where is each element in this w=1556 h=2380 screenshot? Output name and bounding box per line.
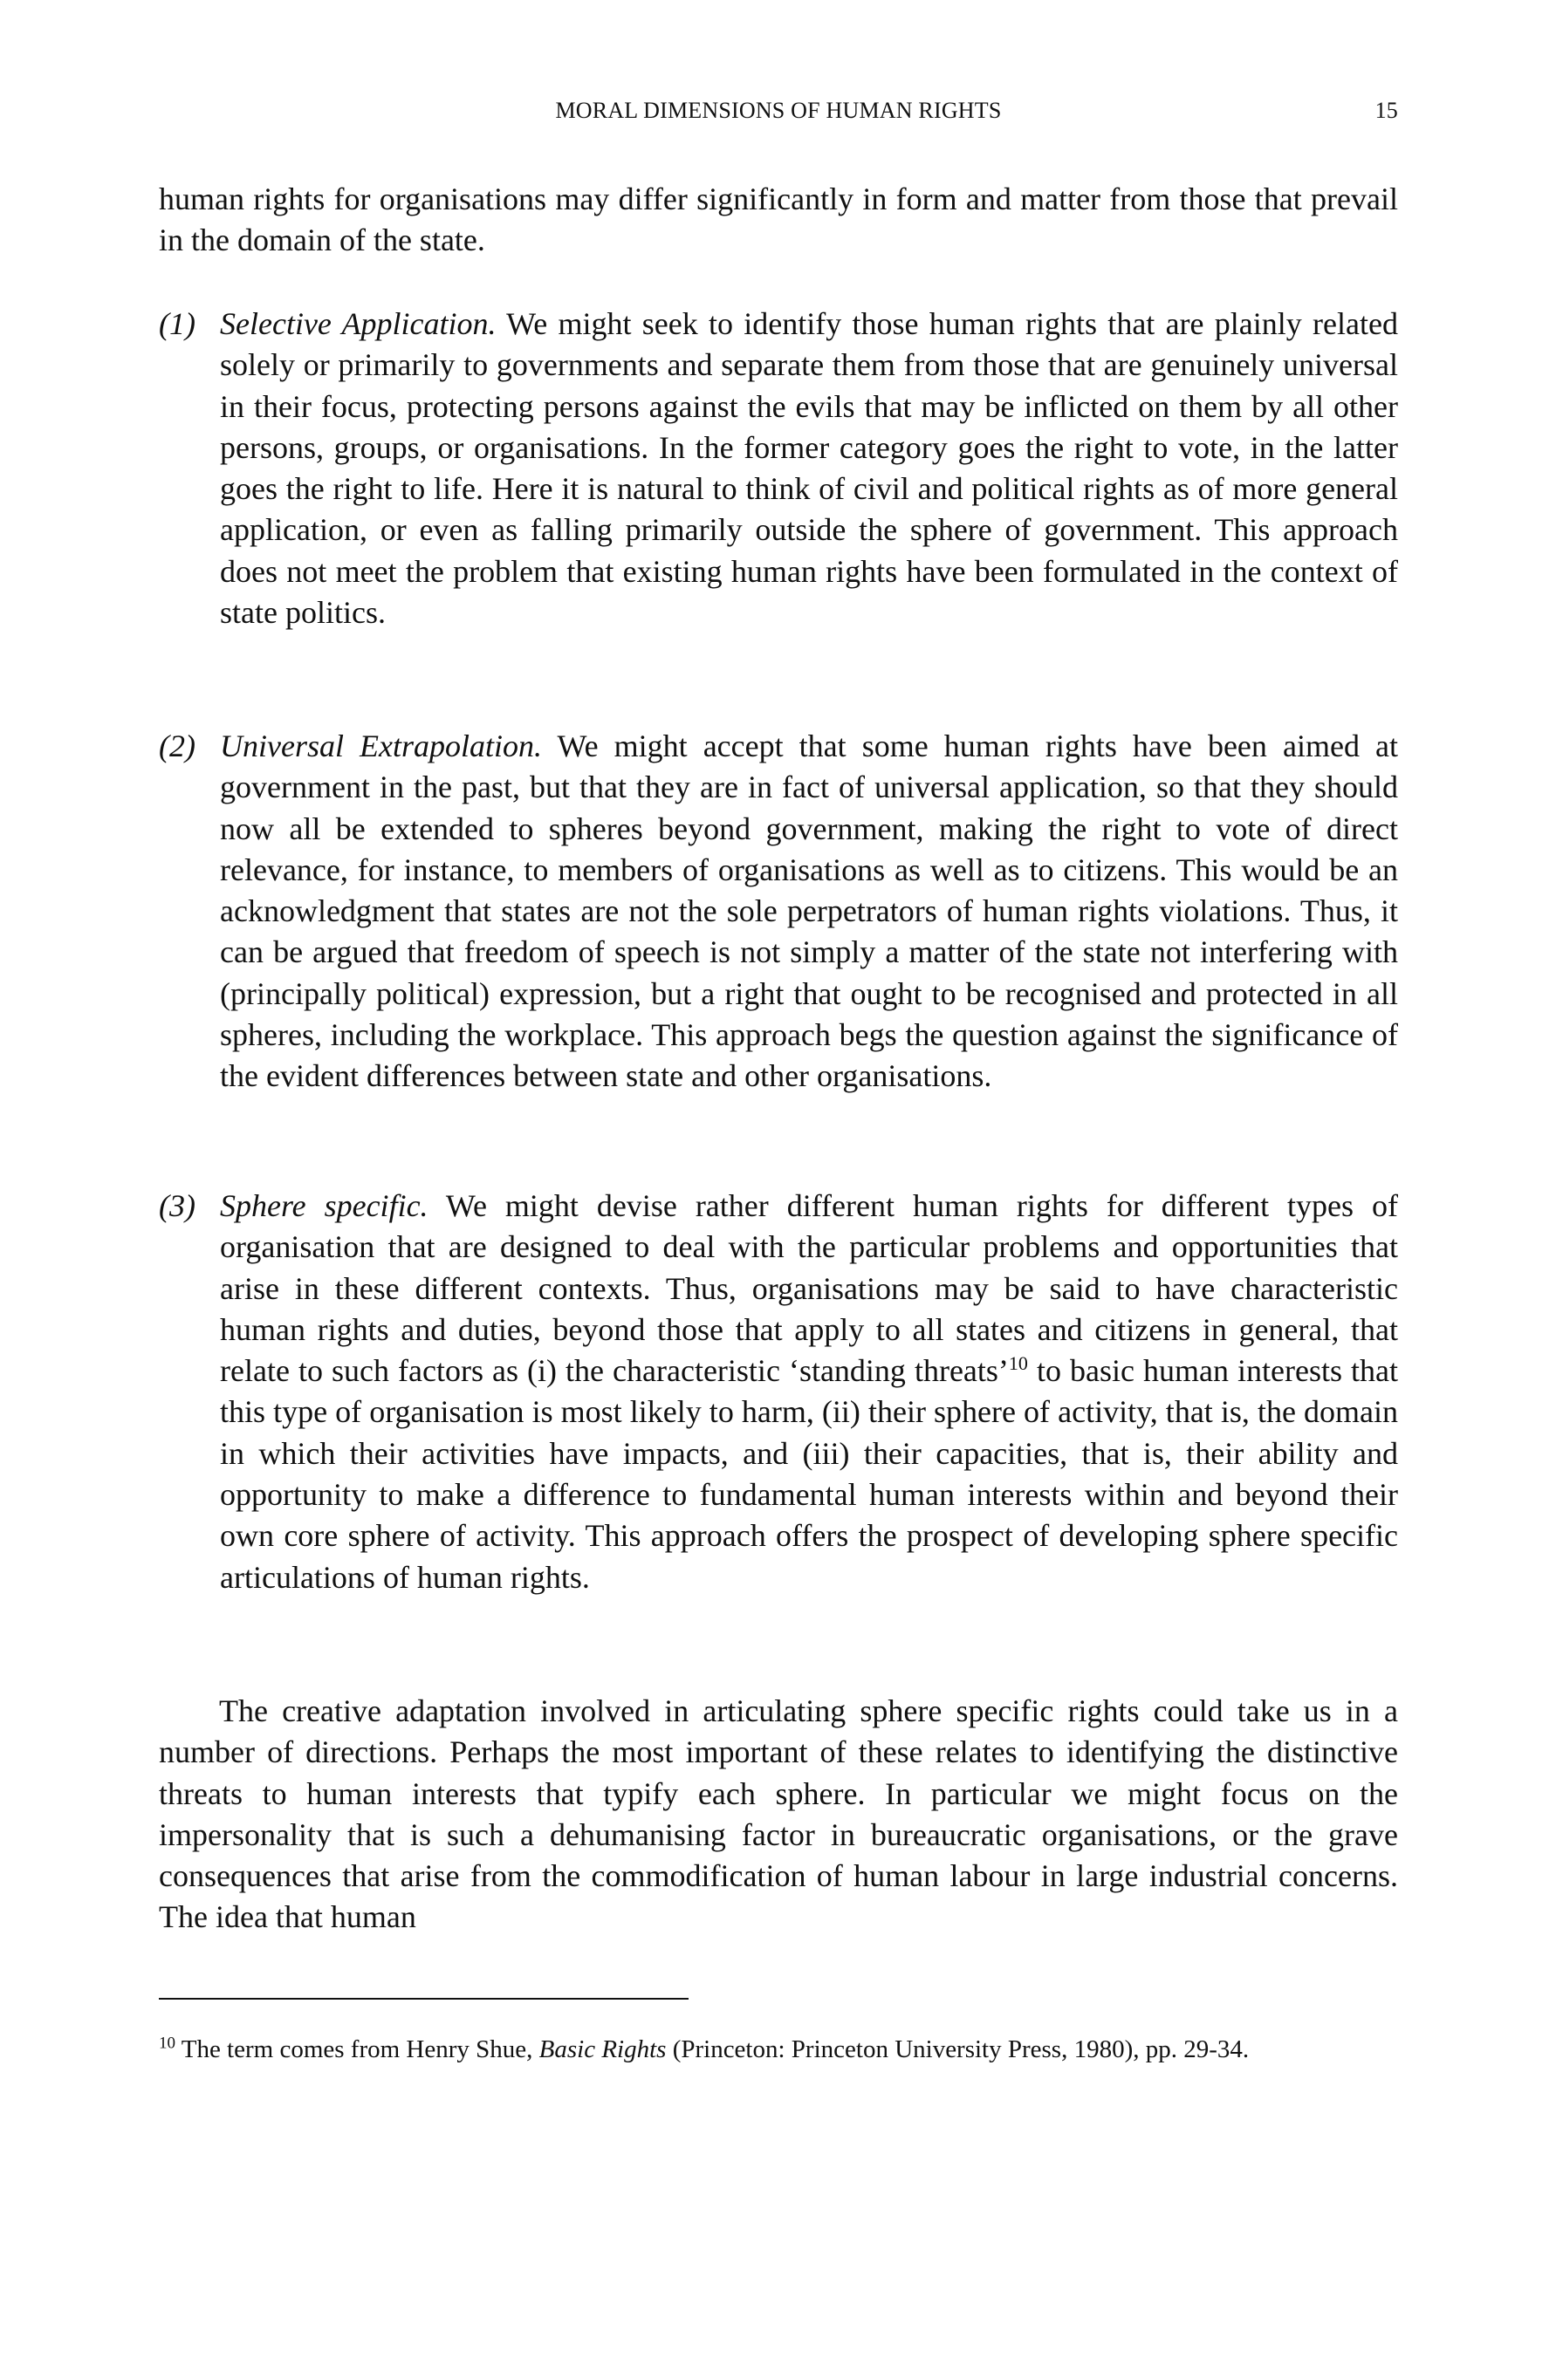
page-number: 15	[1374, 98, 1398, 123]
footnote	[159, 2032, 1398, 2067]
running-title: MORAL DIMENSIONS OF HUMAN RIGHTS	[555, 98, 1002, 123]
footnote-citation: (Princeton: Princeton University Press, 1980), pp. 29-34.	[666, 2035, 1250, 2063]
item-number: (3)	[159, 1188, 195, 1223]
running-head	[159, 98, 1398, 133]
item-text: We might accept that some human rights have been aimed at government in the past, but that they are in fact of universal application, so that they should now all be extended to spheres beyond government, making the right to vote of direct relevance, for instance, to members of organisations as well as to citizens. This would be an acknowledgment that states are not the sole perpetrators of human rights violations. Thus, it can be argued that freedom of speech is not simply a matter of the state not interfering with (principally political) expression, but a right that ought to be recognised and protected in all spheres, including the workplace. This approach begs the question against the significance of the evident differences between state and other organisations.	[220, 728, 1398, 1094]
footnote-divider	[159, 1998, 689, 2000]
item-number: (2)	[159, 728, 195, 763]
item-body	[220, 304, 1398, 633]
item-title: Sphere specific.	[220, 1188, 428, 1223]
item-body	[220, 726, 1398, 1098]
footnote-book-title: Basic Rights	[538, 2035, 667, 2063]
footnote-marker: 10	[159, 2034, 175, 2053]
footnote-text: The term comes from Henry Shue,	[175, 2035, 539, 2063]
list-item-sphere-specific	[159, 1186, 1398, 1598]
item-text-continued: to basic human interests that this type of organisation is most likely to harm, (ii) their sphere of activity, that is, the domain in which their activities have impacts, and (iii) their capacities, that is, their ability and opportunity to make a difference to fundamental human interests within and beyond their own core sphere of activity. This approach offers the prospect of developing sphere specific articulations of human rights.	[220, 1353, 1398, 1595]
footnote-reference[interactable]: 10	[1008, 1352, 1028, 1375]
item-title: Universal Extrapolation.	[220, 728, 543, 763]
item-number: (1)	[159, 306, 195, 341]
closing-paragraph: The creative adaptation involved in articulating sphere specific rights could take us in a number of directions. Perhaps the most important of these relates to identifying the distinctive threats to human interests that typify each sphere. In particular we might focus on the impersonality that is such a dehumanising factor in bureaucratic organisations, or the grave consequences that arise from the commodification of human labour in large industrial concerns. The idea that human	[159, 1693, 1398, 1935]
list-item-universal-extrapolation	[159, 726, 1398, 1098]
item-title: Selective Application.	[220, 306, 497, 341]
opening-paragraph: human rights for organisations may differ significantly in form and matter from those that prevail in the domain of the state.	[159, 181, 1398, 258]
list-item-selective-application	[159, 304, 1398, 633]
item-text: We might devise rather different human rights for different types of organisation that are designed to deal with the particular problems and opportunities that arise in these different contexts. Thus, organisations may be said to have characteristic human rights and duties, beyond those that apply to all states and citizens in general, that relate to such factors as (i) the characteristic ‘standing threats’	[220, 1188, 1398, 1389]
item-body	[220, 1186, 1398, 1598]
item-text: We might seek to identify those human rights that are plainly related solely or primarily to governments and separate them from those that are genuinely universal in their focus, protecting persons against the evils that may be inflicted on them by all other persons, groups, or organisations. In the former category goes the right to vote, in the latter goes the right to life. Here it is natural to think of civil and political rights as of more general application, or even as falling primarily outside the sphere of government. This approach does not meet the problem that existing human rights have been formulated in the context of state politics.	[220, 306, 1398, 631]
